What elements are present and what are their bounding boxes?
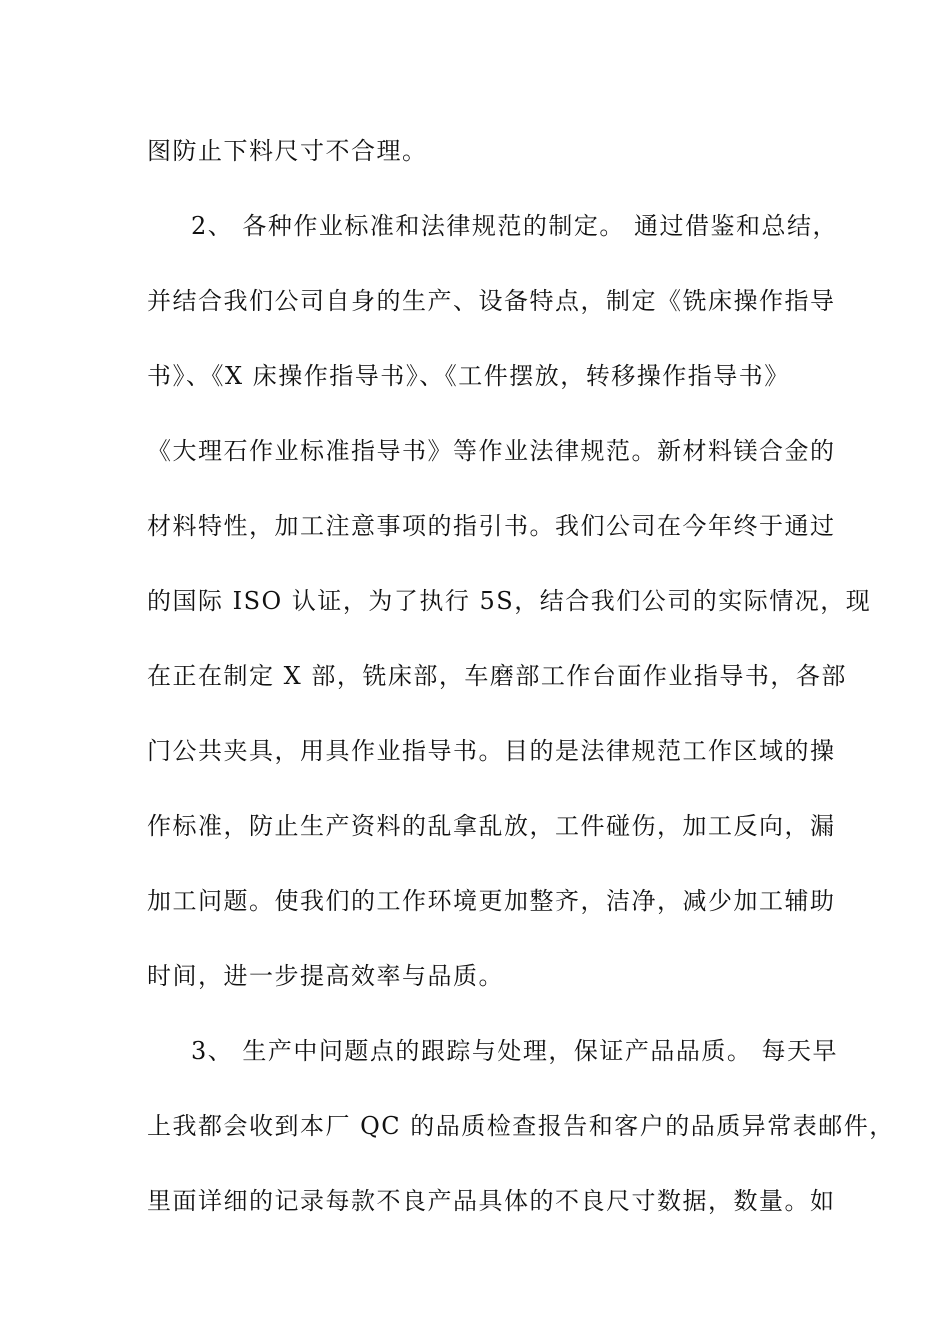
section-heading-2: 2、 各种作业标准和法律规范的制定。 通过借鉴和总结， [191, 212, 839, 240]
section-heading-3: 3、 生产中问题点的跟踪与处理，保证产品品质。 每天早 [191, 1037, 839, 1065]
text-line: 在正在制定 X 部，铣床部，车磨部工作台面作业指导书，各部 [147, 662, 847, 690]
text-line: 加工问题。使我们的工作环境更加整齐，洁净，减少加工辅助 [147, 887, 836, 915]
text-line: 图防止下料尺寸不合理。 [147, 137, 428, 165]
text-line: 门公共夹具，用具作业指导书。目的是法律规范工作区域的操 [147, 737, 836, 765]
text-line: 的国际 ISO 认证，为了执行 5S，结合我们公司的实际情况，现 [147, 587, 872, 615]
text-line: 并结合我们公司自身的生产、设备特点，制定《铣床操作指导 [147, 287, 836, 315]
text-line: 作标准，防止生产资料的乱拿乱放，工件碰伤，加工反向，漏 [147, 812, 836, 840]
text-line: 里面详细的记录每款不良产品具体的不良尺寸数据，数量。如 [147, 1187, 836, 1215]
text-line: 上我都会收到本厂 QC 的品质检查报告和客户的品质异常表邮件， [147, 1112, 895, 1140]
text-line: 材料特性，加工注意事项的指引书。我们公司在今年终于通过 [147, 512, 836, 540]
text-line: 《大理石作业标准指导书》等作业法律规范。新材料镁合金的 [147, 437, 836, 465]
text-line: 时间，进一步提高效率与品质。 [147, 962, 504, 990]
text-line: 书》、《X 床操作指导书》、《工件摆放，转移操作指导书》 [147, 362, 790, 390]
